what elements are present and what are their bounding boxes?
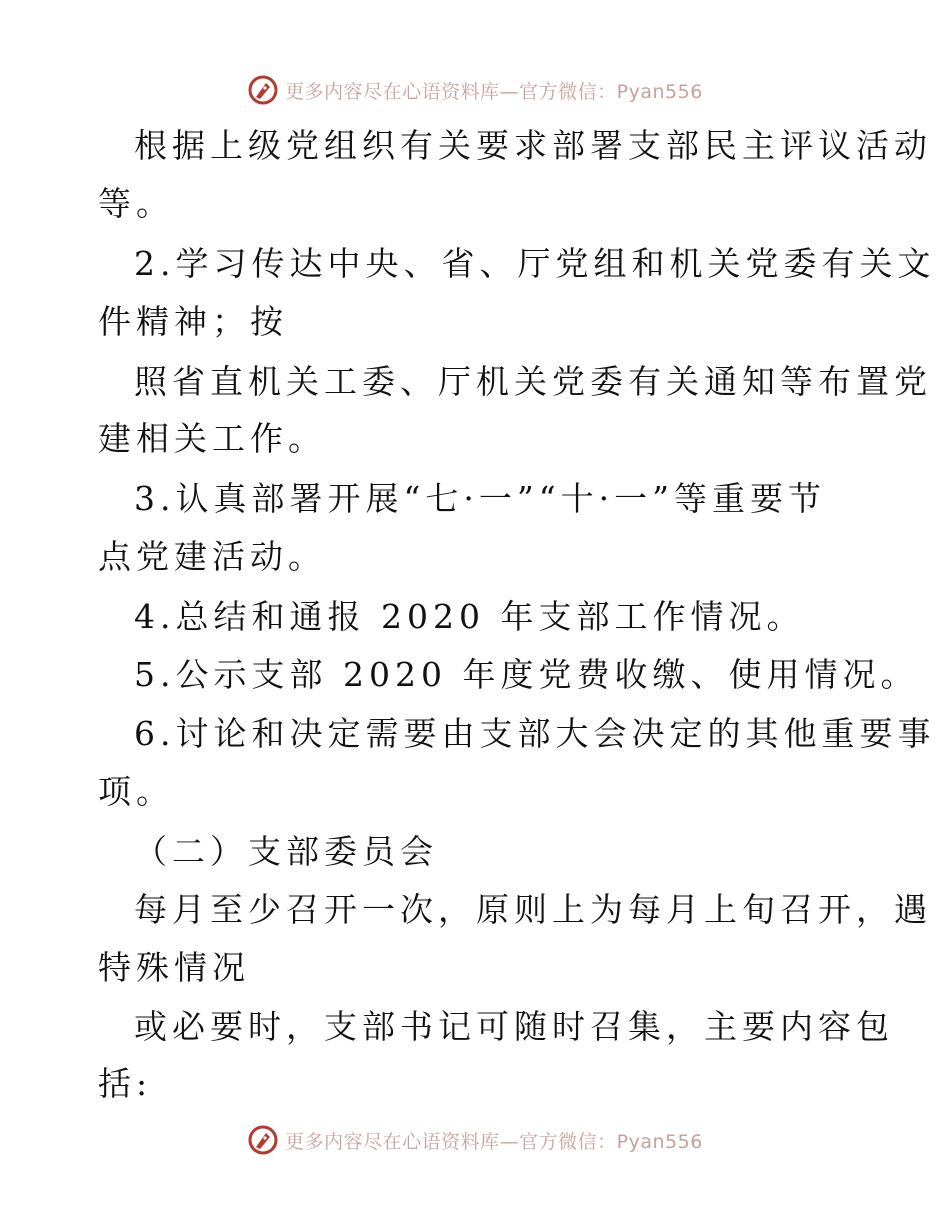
text-line: 每月至少召开一次，原则上为每月上旬召开，遇 (134, 890, 932, 929)
text-line: 4.总结和通报 2020 年支部工作情况。 (134, 597, 805, 636)
watermark-footer (0, 1120, 950, 1160)
text-line: 建相关工作。 (98, 419, 326, 458)
text-line: 点党建活动。 (98, 537, 326, 576)
text-line: 等。 (98, 184, 174, 223)
pen-nib-logo-icon (247, 74, 279, 106)
text-line: 照省直机关工委、厅机关党委有关通知等布置党 (134, 362, 932, 401)
text-line: 6.讨论和决定需要由支部大会决定的其他重要事 (134, 714, 936, 753)
text-line: 件精神；按 (98, 302, 288, 341)
text-line: 特殊情况 (98, 948, 250, 987)
section-heading: （二）支部委员会 (134, 832, 438, 871)
text-line: 2.学习传达中央、省、厅党组和机关党委有关文 (134, 244, 936, 283)
text-line: 项。 (98, 772, 174, 811)
text-line: 5.公示支部 2020 年度党费收缴、使用情况。 (134, 655, 919, 694)
text-line: 3.认真部署开展“七·一”“十·一”等重要节 (134, 479, 826, 518)
watermark-text: 更多内容尽在心语资料库—官方微信：Pyan556 (285, 80, 703, 103)
text-line: 根据上级党组织有关要求部署支部民主评议活动 (134, 126, 932, 165)
pen-nib-logo-icon (247, 1124, 279, 1156)
text-line: 括: (98, 1064, 153, 1103)
watermark-header (0, 70, 950, 110)
watermark-text: 更多内容尽在心语资料库—官方微信：Pyan556 (285, 1130, 703, 1153)
text-line: 或必要时，支部书记可随时召集，主要内容包 (134, 1007, 894, 1046)
